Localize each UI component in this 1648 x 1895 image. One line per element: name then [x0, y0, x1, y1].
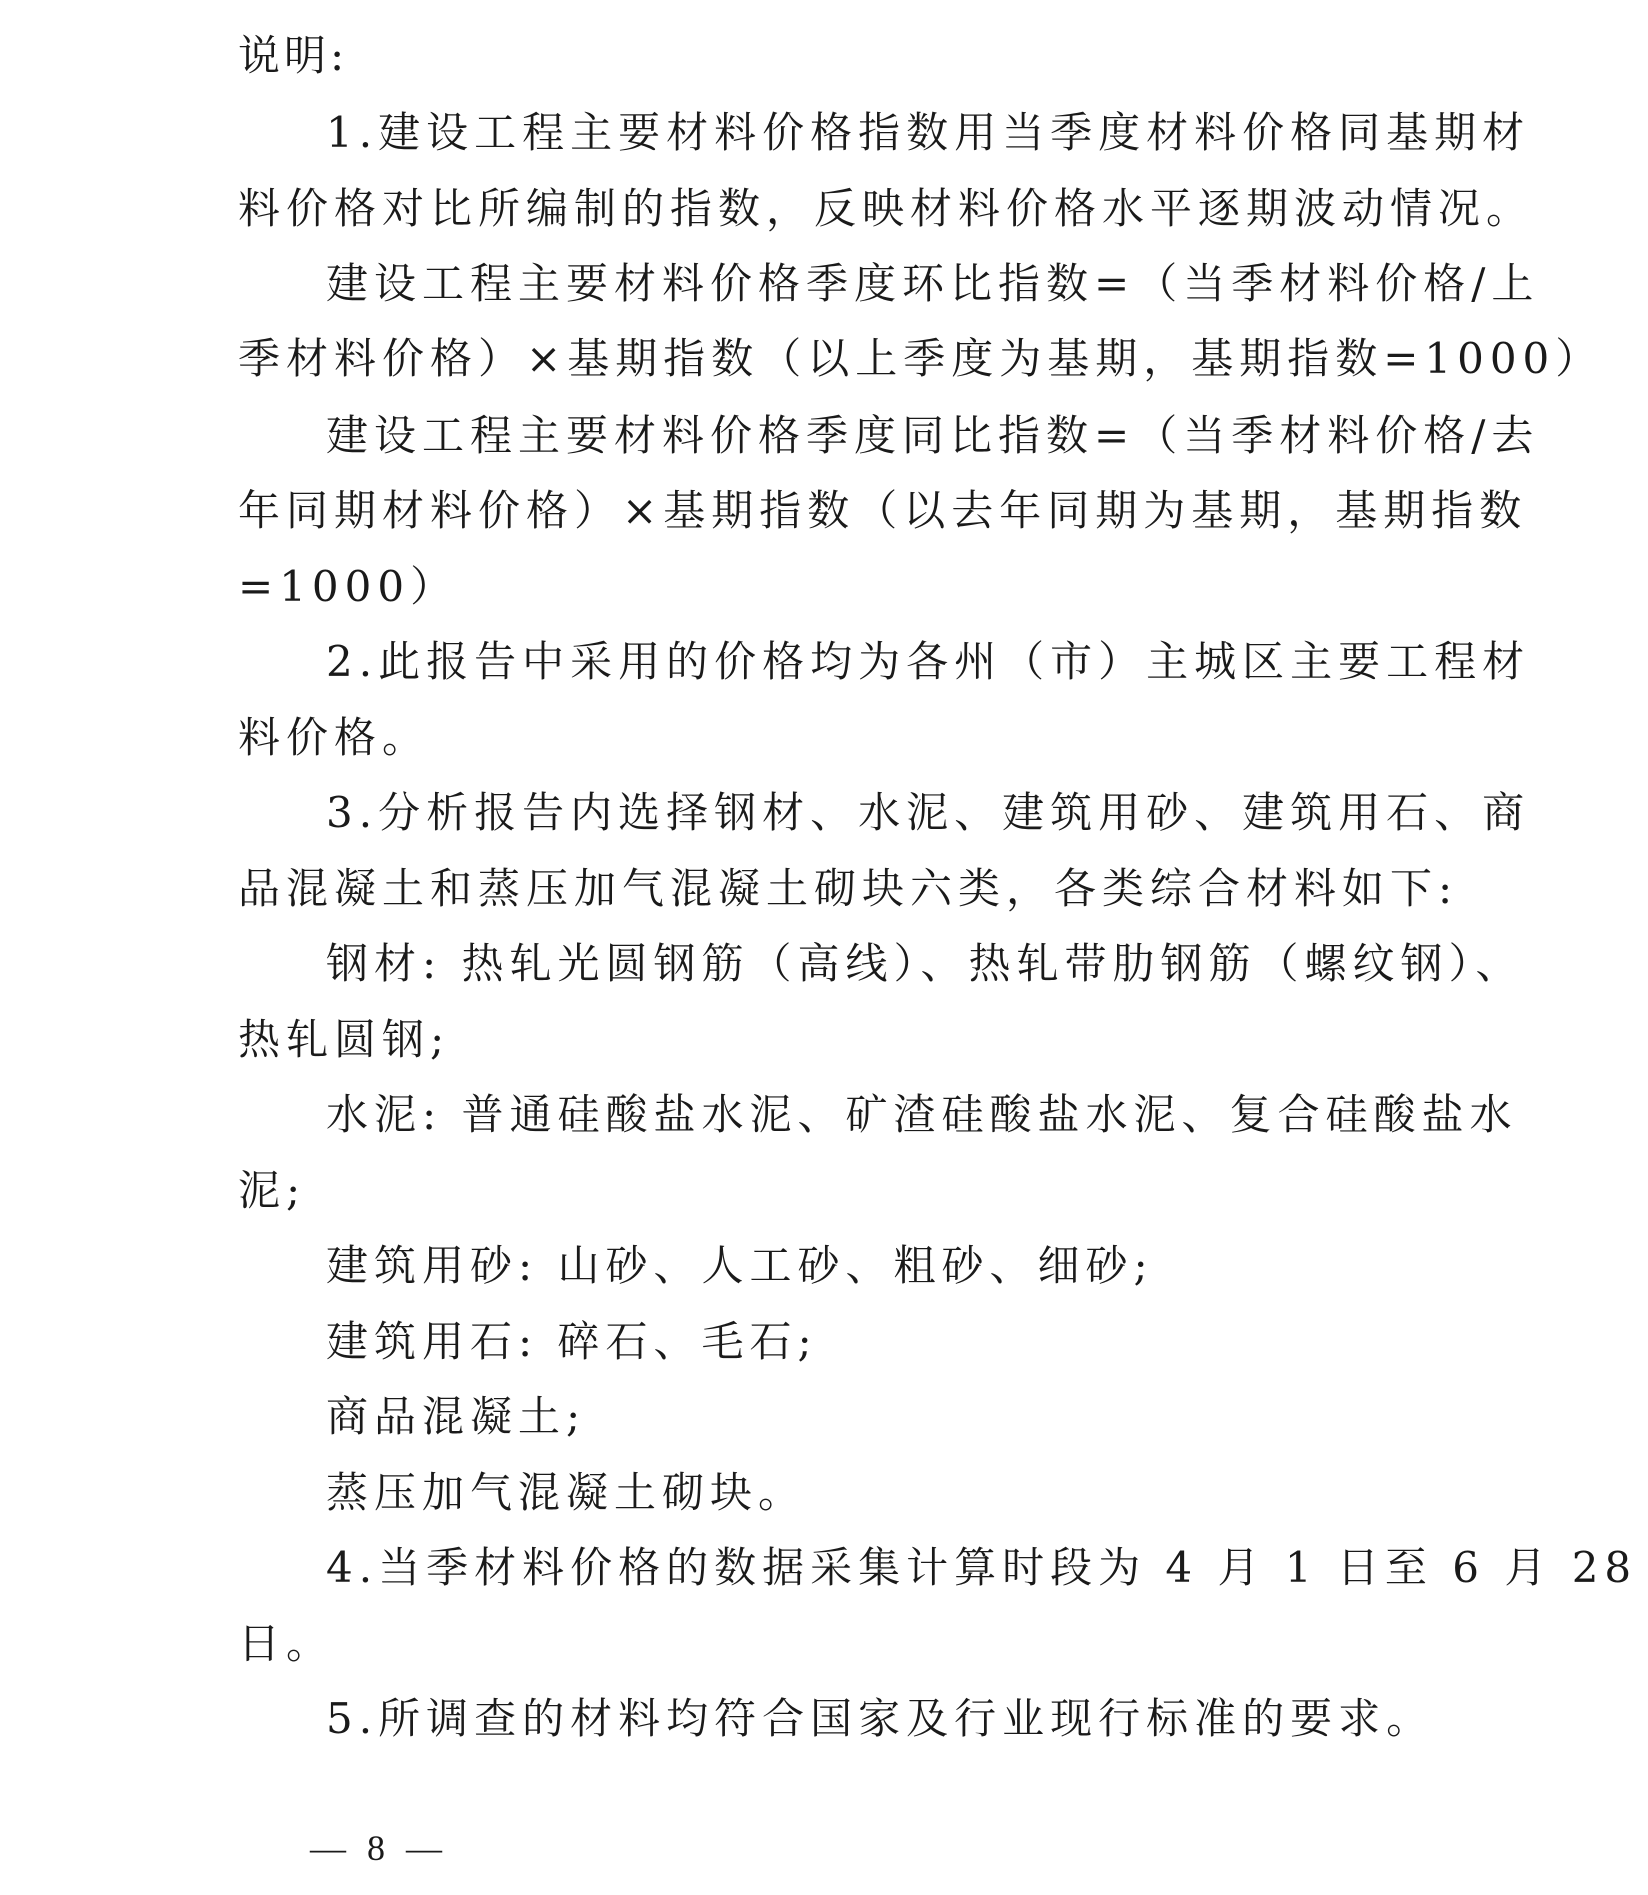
section-heading: 说明:	[238, 31, 349, 80]
paragraph-line: 商品混凝土;	[326, 1392, 587, 1441]
paragraph-line: 3.分析报告内选择钢材、水泥、建筑用砂、建筑用石、商	[326, 788, 1531, 837]
page-number: — 8 —	[310, 1828, 448, 1868]
paragraph-line: 料价格。	[238, 713, 431, 762]
paragraph-line: 季材料价格）×基期指数（以上季度为基期，基期指数=1000）	[238, 334, 1604, 383]
paragraph-line: 5.所调查的材料均符合国家及行业现行标准的要求。	[326, 1694, 1435, 1743]
paragraph-line: 4.当季材料价格的数据采集计算时段为 4 月 1 日至 6 月 28	[326, 1543, 1638, 1592]
paragraph-line: 日。	[238, 1619, 335, 1668]
paragraph-line: 年同期材料价格）×基期指数（以去年同期为基期，基期指数	[238, 486, 1528, 535]
paragraph-line: 1.建设工程主要材料价格指数用当季度材料价格同基期材	[326, 108, 1531, 157]
paragraph-line: 料价格对比所编制的指数，反映材料价格水平逐期波动情况。	[238, 184, 1535, 233]
paragraph-line: 建筑用砂: 山砂、人工砂、粗砂、细砂;	[326, 1241, 1154, 1290]
paragraph-line: 2.此报告中采用的价格均为各州（市）主城区主要工程材	[326, 637, 1531, 686]
paragraph-line: 品混凝土和蒸压加气混凝土砌块六类，各类综合材料如下:	[238, 864, 1459, 913]
paragraph-line: 热轧圆钢;	[238, 1015, 451, 1064]
paragraph-line: 建设工程主要材料价格季度环比指数=（当季材料价格/上	[326, 259, 1540, 308]
paragraph-line: 钢材: 热轧光圆钢筋（高线）、热轧带肋钢筋（螺纹钢）、	[326, 939, 1524, 988]
paragraph-line: 水泥: 普通硅酸盐水泥、矿渣硅酸盐水泥、复合硅酸盐水	[326, 1090, 1518, 1139]
paragraph-line: 泥;	[238, 1166, 307, 1215]
paragraph-line: 建设工程主要材料价格季度同比指数=（当季材料价格/去	[326, 411, 1540, 460]
paragraph-line: =1000）	[238, 562, 459, 611]
paragraph-line: 建筑用石: 碎石、毛石;	[326, 1317, 818, 1366]
paragraph-line: 蒸压加气混凝土砌块。	[326, 1468, 807, 1517]
